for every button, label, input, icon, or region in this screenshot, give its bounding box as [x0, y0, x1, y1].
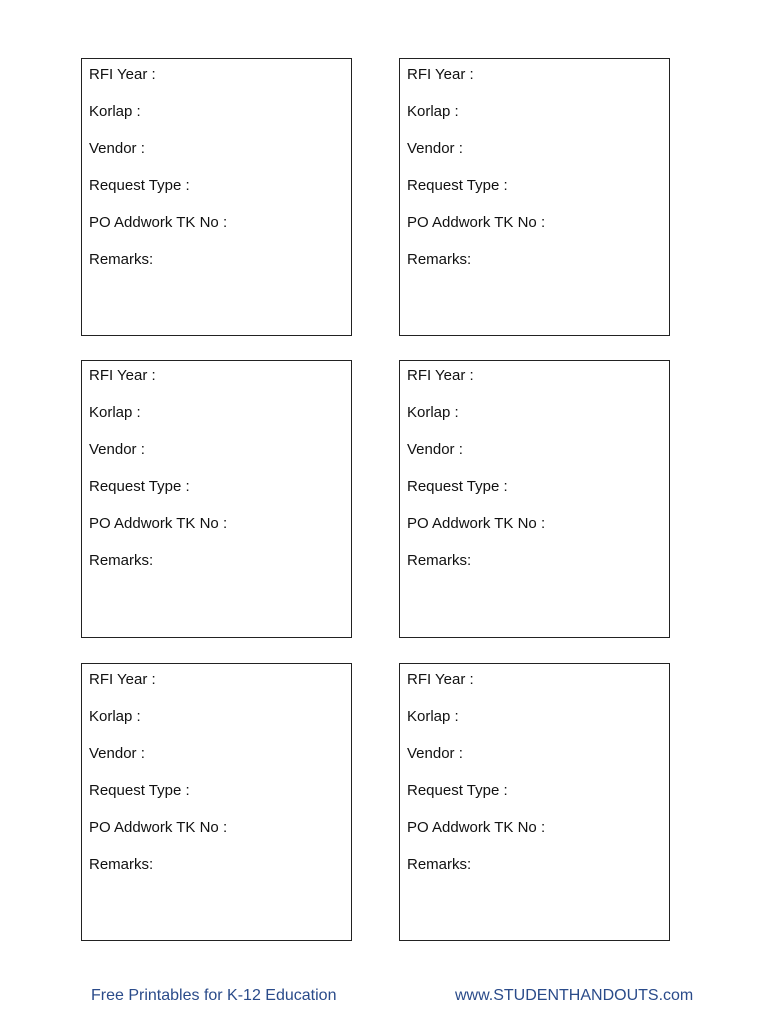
korlap-label: Korlap :: [89, 103, 141, 120]
remarks-label: Remarks:: [89, 552, 154, 569]
request-type-label: Request Type :: [407, 177, 508, 194]
remarks-label: Remarks:: [407, 251, 472, 268]
po-addwork-label: PO Addwork TK No :: [407, 214, 546, 231]
label-card: [399, 663, 670, 941]
footer-tagline: Free Printables for K-12 Education: [91, 987, 337, 1004]
remarks-label: Remarks:: [407, 856, 472, 873]
korlap-label: Korlap :: [89, 404, 141, 421]
request-type-label: Request Type :: [407, 478, 508, 495]
rfi-year-label: RFI Year :: [407, 671, 474, 688]
label-card: [399, 360, 670, 638]
po-addwork-label: PO Addwork TK No :: [407, 515, 546, 532]
remarks-label: Remarks:: [89, 856, 154, 873]
vendor-label: Vendor :: [89, 140, 145, 157]
po-addwork-label: PO Addwork TK No :: [89, 214, 228, 231]
rfi-year-label: RFI Year :: [89, 367, 156, 384]
vendor-label: Vendor :: [407, 745, 463, 762]
rfi-year-label: RFI Year :: [89, 671, 156, 688]
remarks-label: Remarks:: [407, 552, 472, 569]
remarks-label: Remarks:: [89, 251, 154, 268]
request-type-label: Request Type :: [407, 782, 508, 799]
footer-website-link[interactable]: www.STUDENTHANDOUTS.com: [455, 987, 694, 1004]
rfi-year-label: RFI Year :: [407, 66, 474, 83]
korlap-label: Korlap :: [407, 103, 459, 120]
po-addwork-label: PO Addwork TK No :: [407, 819, 546, 836]
label-card: [81, 663, 352, 941]
request-type-label: Request Type :: [89, 177, 190, 194]
label-card: [81, 58, 352, 336]
rfi-year-label: RFI Year :: [407, 367, 474, 384]
korlap-label: Korlap :: [407, 404, 459, 421]
request-type-label: Request Type :: [89, 782, 190, 799]
vendor-label: Vendor :: [89, 745, 145, 762]
rfi-year-label: RFI Year :: [89, 66, 156, 83]
vendor-label: Vendor :: [407, 140, 463, 157]
label-card: [81, 360, 352, 638]
po-addwork-label: PO Addwork TK No :: [89, 515, 228, 532]
korlap-label: Korlap :: [407, 708, 459, 725]
request-type-label: Request Type :: [89, 478, 190, 495]
korlap-label: Korlap :: [89, 708, 141, 725]
vendor-label: Vendor :: [407, 441, 463, 458]
vendor-label: Vendor :: [89, 441, 145, 458]
po-addwork-label: PO Addwork TK No :: [89, 819, 228, 836]
label-card: [399, 58, 670, 336]
